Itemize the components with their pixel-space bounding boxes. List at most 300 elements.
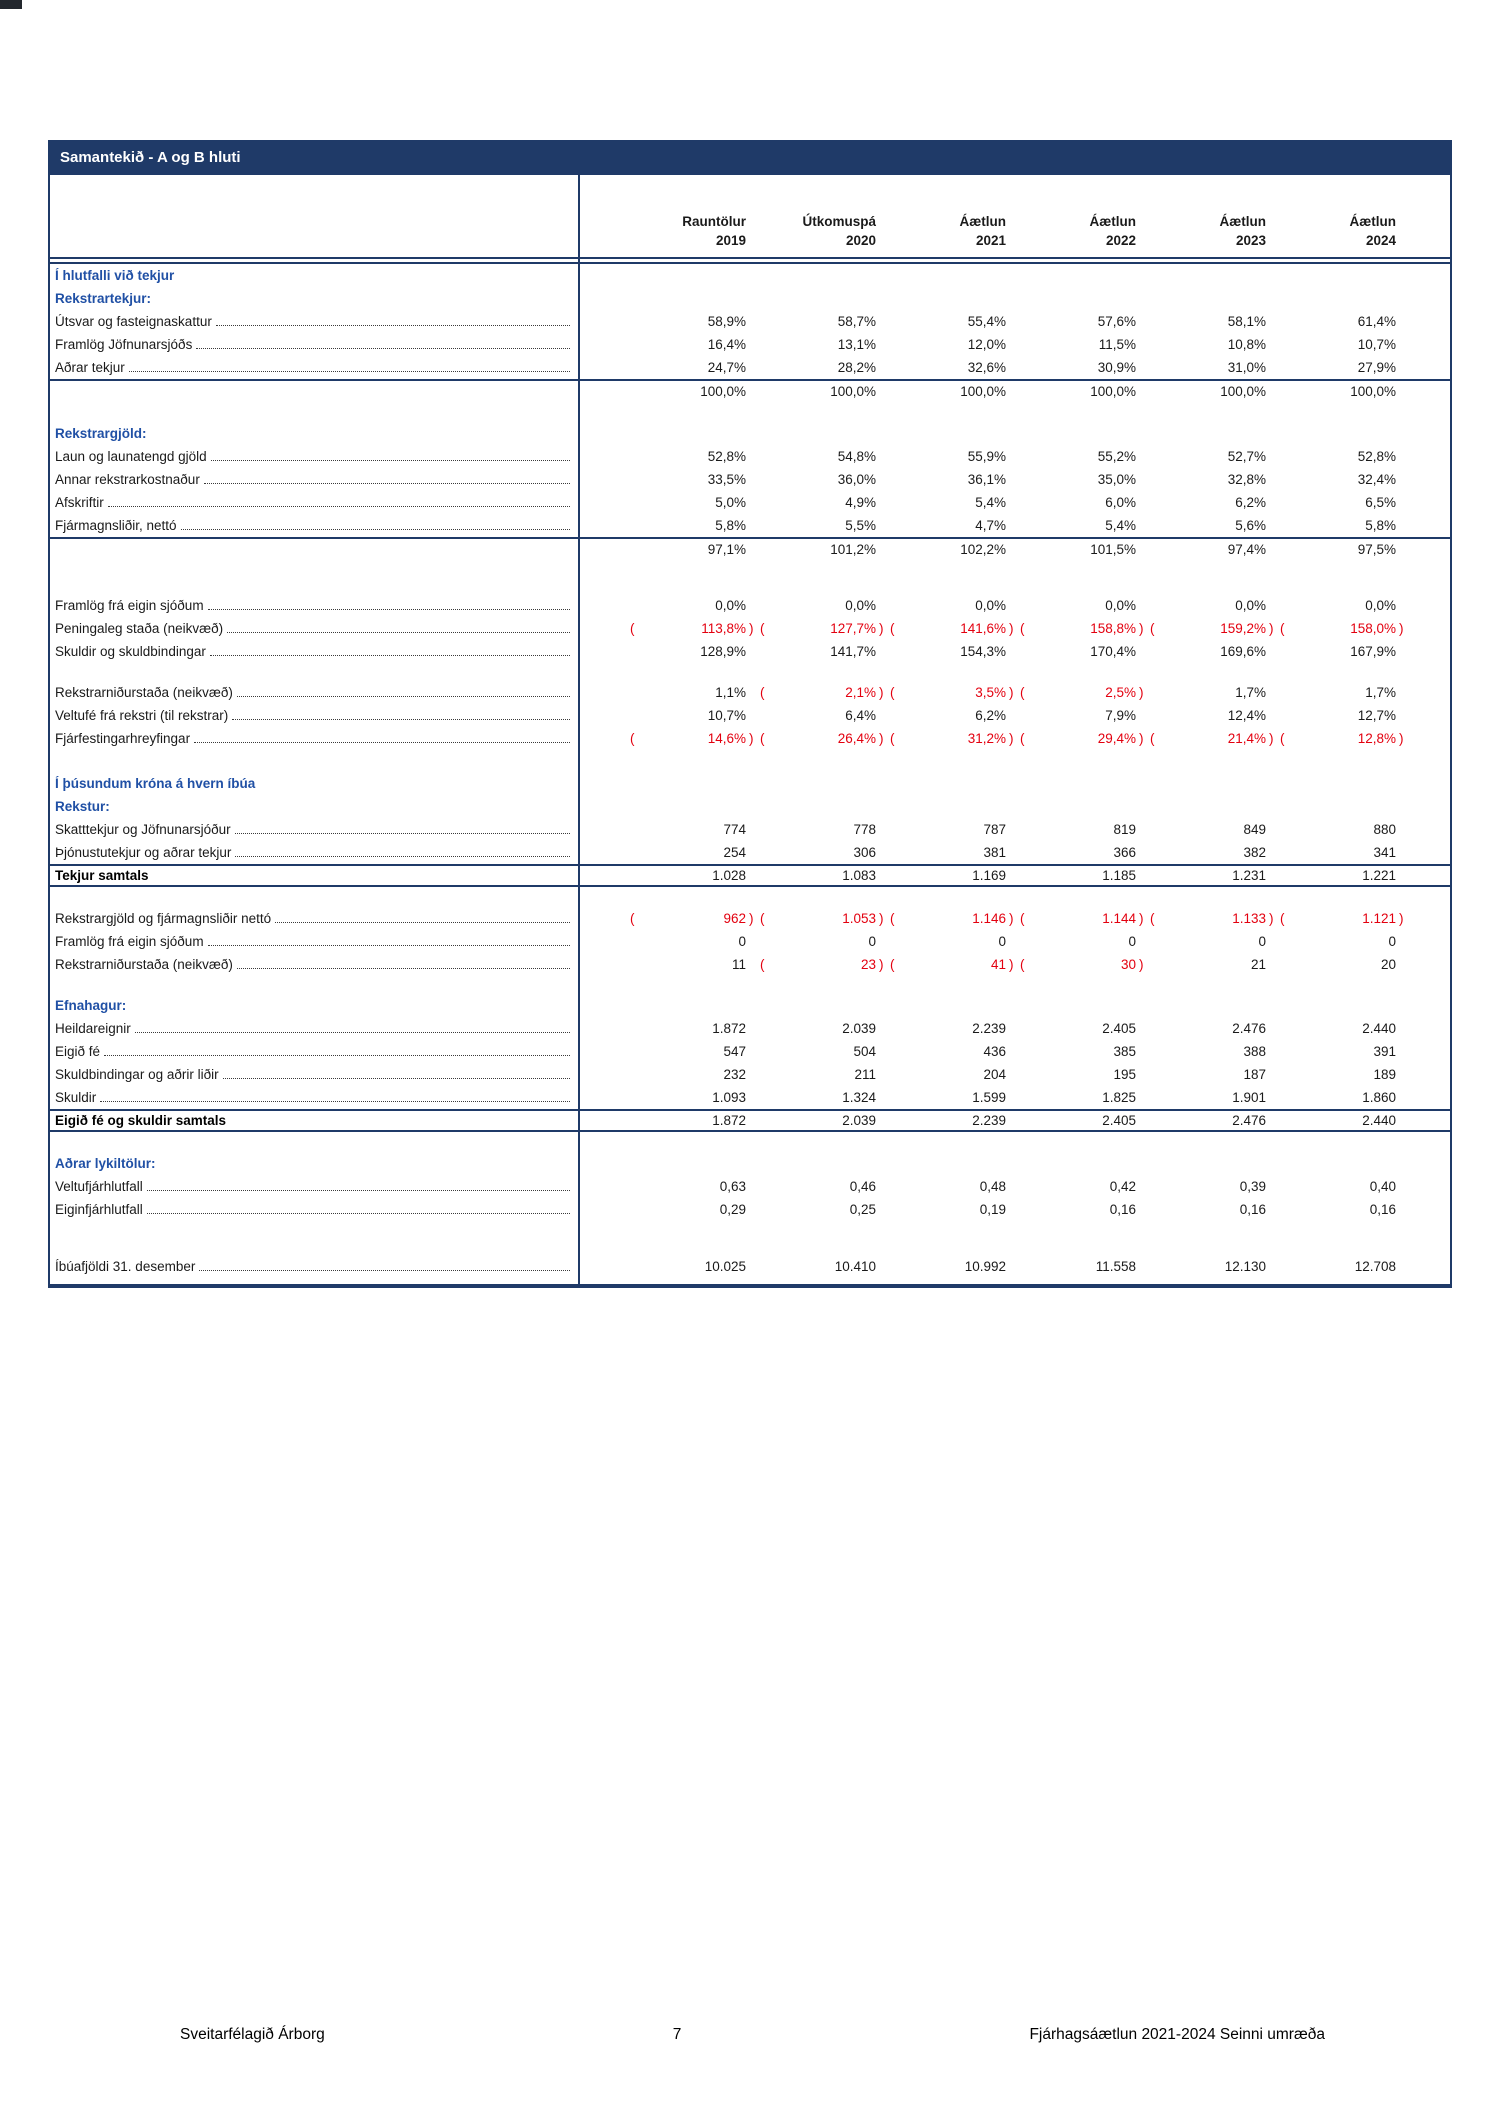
value-cells [578, 868, 1452, 883]
value-cell: 0,0% [715, 598, 746, 613]
row-label: Skuldbindingar og aðrir liðir [55, 1067, 219, 1082]
value-cell: 2.440 [1362, 1021, 1396, 1036]
value-cell: 0,29 [719, 1202, 746, 1217]
summary-table [48, 140, 1452, 1288]
table-row [48, 594, 1452, 617]
value-cell: ( 41 ) [890, 957, 1014, 972]
value-cell: ( 962 ) [630, 911, 754, 926]
row-label: Annar rekstrarkostnaður [55, 472, 200, 487]
value-cells [578, 449, 1452, 464]
value-cell: 1,7% [1365, 685, 1396, 700]
value-cell: 100,0% [1350, 384, 1396, 399]
row-label-cell [48, 998, 578, 1013]
dotted-leader [235, 833, 570, 834]
row-label-cell [48, 495, 578, 510]
row-label: Rekstur: [55, 799, 110, 814]
value-cell: 58,9% [707, 314, 746, 329]
dotted-leader [204, 483, 570, 484]
value-cell: 2.405 [1102, 1021, 1136, 1036]
dotted-leader [223, 1078, 570, 1079]
value-cell: 880 [1373, 822, 1396, 837]
value-cell: ( 29,4% ) [1020, 731, 1144, 746]
value-cell: 204 [983, 1067, 1006, 1082]
value-cell: 0,48 [979, 1179, 1006, 1194]
value-cell: 11,5% [1098, 337, 1136, 352]
value-cell: 0 [1388, 934, 1396, 949]
value-cell: 12.130 [1224, 1259, 1266, 1274]
dotted-leader [100, 1101, 570, 1102]
table-row [48, 681, 1452, 704]
value-cell: 381 [983, 845, 1006, 860]
row-label: Rekstrarniðurstaða (neikvæð) [55, 685, 233, 700]
value-cell: 55,4% [967, 314, 1006, 329]
value-cell: ( 21,4% ) [1150, 731, 1274, 746]
header-label-spacer [48, 175, 578, 257]
value-cells [578, 518, 1452, 533]
dotted-leader [104, 1055, 570, 1056]
row-label: Veltufjárhlutfall [55, 1179, 143, 1194]
row-gap [48, 402, 1452, 422]
table-row [48, 379, 1452, 402]
value-cell: 2.039 [842, 1113, 876, 1128]
row-label: Rekstrarniðurstaða (neikvæð) [55, 957, 233, 972]
value-cell: 61,4% [1357, 314, 1396, 329]
value-cell: 504 [853, 1044, 876, 1059]
row-label-cell [48, 1067, 578, 1082]
table-row [48, 640, 1452, 663]
value-cell: ( 113,8% ) [630, 621, 754, 636]
row-label: Útsvar og fasteignaskattur [55, 314, 212, 329]
value-cell: 388 [1243, 1044, 1266, 1059]
value-cell: ( 12,8% ) [1280, 731, 1404, 746]
value-cell: 2.405 [1102, 1113, 1136, 1128]
row-label: Skuldir [55, 1090, 97, 1105]
value-cell: 58,1% [1227, 314, 1266, 329]
footer-document-title: Fjárhagsáætlun 2021-2024 Seinni umræða [1029, 2026, 1325, 2043]
table-row [48, 1255, 1452, 1278]
dotted-leader [194, 742, 570, 743]
value-cell: 167,9% [1350, 644, 1396, 659]
row-label-cell [48, 268, 578, 283]
value-cells [578, 957, 1452, 972]
value-cells [578, 621, 1452, 636]
section-title-row [48, 772, 1452, 795]
page-footer [180, 2026, 1325, 2044]
row-label-cell [48, 1021, 578, 1036]
value-cell: 97,4% [1227, 542, 1266, 557]
value-cell: 24,7% [707, 360, 746, 375]
value-cell: 0,42 [1109, 1179, 1136, 1194]
row-label: Laun og launatengd gjöld [55, 449, 207, 464]
value-cell: 32,6% [967, 360, 1006, 375]
value-cell: 100,0% [1220, 384, 1266, 399]
value-cell: 2.039 [842, 1021, 876, 1036]
value-cell: 100,0% [960, 384, 1006, 399]
value-cell: 10.410 [834, 1259, 876, 1274]
value-cell: 436 [983, 1044, 1006, 1059]
value-cell: 189 [1373, 1067, 1396, 1082]
value-cell: 30,9% [1097, 360, 1136, 375]
value-cells [578, 314, 1452, 329]
column-header-2023: Áætlun 2023 [1219, 213, 1266, 249]
value-cell: ( 1.121 ) [1280, 911, 1404, 926]
value-cell: 12,4% [1227, 708, 1266, 723]
value-cell: 55,2% [1097, 449, 1136, 464]
dotted-leader [147, 1190, 570, 1191]
row-label: Veltufé frá rekstri (til rekstrar) [55, 708, 229, 723]
value-cell: 1.872 [712, 1021, 746, 1036]
table-body [48, 262, 1452, 1288]
column-header-2024: Áætlun 2024 [1349, 213, 1396, 249]
value-cell: 254 [723, 845, 746, 860]
table-grid [48, 175, 1452, 1288]
row-label-cell [48, 360, 578, 375]
value-cell: 1.083 [842, 868, 876, 883]
row-label: Framlög frá eigin sjóðum [55, 934, 204, 949]
value-cell: 1,1% [715, 685, 746, 700]
value-cell: 2.239 [972, 1113, 1006, 1128]
value-cell: 6,4% [845, 708, 876, 723]
value-cell: ( 1.146 ) [890, 911, 1014, 926]
value-cell: 0,19 [979, 1202, 1006, 1217]
value-cell: 52,8% [707, 449, 746, 464]
value-cell: 232 [723, 1067, 746, 1082]
table-row [48, 491, 1452, 514]
value-cell: 0,0% [1105, 598, 1136, 613]
table-row [48, 468, 1452, 491]
value-cell: 1.825 [1102, 1090, 1136, 1105]
row-label-cell [48, 1259, 578, 1274]
dotted-leader [135, 1032, 570, 1033]
value-cell: 12,7% [1357, 708, 1396, 723]
value-cell: 55,9% [967, 449, 1006, 464]
value-cell: 0,0% [975, 598, 1006, 613]
value-cell: 778 [853, 822, 876, 837]
table-row [48, 356, 1452, 379]
value-cell: 211 [854, 1067, 876, 1082]
value-cell: 187 [1243, 1067, 1266, 1082]
value-cell: 0 [1128, 934, 1136, 949]
footer-organization: Sveitarfélagið Árborg [180, 2026, 325, 2043]
value-cell: 12.708 [1354, 1259, 1396, 1274]
section-title-row [48, 264, 1452, 287]
value-cells [578, 384, 1452, 399]
value-cell: 170,4% [1090, 644, 1136, 659]
row-label-cell [48, 934, 578, 949]
row-label: Fjárfestingarhreyfingar [55, 731, 191, 746]
value-cell: ( 30 ) [1020, 957, 1144, 972]
column-headers [578, 175, 1452, 257]
table-row [48, 1175, 1452, 1198]
row-label-cell [48, 822, 578, 837]
dotted-leader [147, 1213, 570, 1214]
value-cells [578, 495, 1452, 510]
value-cell: ( 158,8% ) [1020, 621, 1144, 636]
table-title-bar [48, 140, 1452, 175]
row-label-cell [48, 426, 578, 441]
row-label-cell [48, 644, 578, 659]
table-row [48, 841, 1452, 864]
row-label: Framlög frá eigin sjóðum [55, 598, 204, 613]
value-cell: 100,0% [1090, 384, 1136, 399]
value-cell: 1.028 [712, 868, 746, 883]
row-label-cell [48, 1044, 578, 1059]
value-cell: 6,0% [1105, 495, 1136, 510]
row-gap [48, 976, 1452, 994]
value-cell: 6,2% [975, 708, 1006, 723]
dotted-leader [129, 371, 570, 372]
row-label-cell [48, 314, 578, 329]
row-label-cell [48, 845, 578, 860]
column-header-2019: Rauntölur 2019 [682, 213, 746, 249]
value-cells [578, 822, 1452, 837]
row-label-cell [48, 799, 578, 814]
row-label-cell [48, 472, 578, 487]
row-label-cell [48, 911, 578, 926]
section-title-row [48, 795, 1452, 818]
value-cell: 13,1% [837, 337, 876, 352]
value-cell: 20 [1380, 957, 1396, 972]
value-cell: 787 [983, 822, 1006, 837]
row-label: Framlög Jöfnunarsjóðs [55, 337, 193, 352]
value-cells [578, 337, 1452, 352]
row-label: Aðrar tekjur [55, 360, 125, 375]
value-cell: 100,0% [830, 384, 876, 399]
value-cell: 774 [723, 822, 746, 837]
value-cell: 5,4% [1105, 518, 1136, 533]
row-gap [48, 560, 1452, 594]
row-gap [48, 1132, 1452, 1152]
value-cell: 11.558 [1095, 1259, 1136, 1274]
value-cells [578, 685, 1452, 700]
value-cells [578, 1044, 1452, 1059]
value-cell: 52,7% [1227, 449, 1266, 464]
value-cell: ( 1.144 ) [1020, 911, 1144, 926]
value-cell: 6,5% [1365, 495, 1396, 510]
value-cell: 58,7% [837, 314, 876, 329]
row-label-cell [48, 1179, 578, 1194]
value-cell: 100,0% [700, 384, 746, 399]
value-cell: 31,0% [1227, 360, 1266, 375]
value-cell: 101,5% [1090, 542, 1136, 557]
row-label: Aðrar lykiltölur: [55, 1156, 156, 1171]
value-cell: 27,9% [1357, 360, 1396, 375]
value-cell: 32,8% [1227, 472, 1266, 487]
value-cells [578, 542, 1452, 557]
row-label: Íbúafjöldi 31. desember [55, 1259, 196, 1274]
row-label: Fjármagnsliðir, nettó [55, 518, 177, 533]
dotted-leader [181, 529, 570, 530]
value-cell: 4,7% [975, 518, 1006, 533]
column-header-2022: Áætlun 2022 [1089, 213, 1136, 249]
value-cell: 1.231 [1232, 868, 1266, 883]
value-cell: 2.476 [1232, 1113, 1266, 1128]
value-cell: 0,16 [1239, 1202, 1266, 1217]
value-cell: 10.992 [964, 1259, 1006, 1274]
value-cells [578, 1202, 1452, 1217]
value-cell: 1,7% [1235, 685, 1266, 700]
value-cell: ( 141,6% ) [890, 621, 1014, 636]
row-gap [48, 663, 1452, 681]
value-cell: 97,1% [707, 542, 746, 557]
value-cell: 2.239 [972, 1021, 1006, 1036]
table-row [48, 537, 1452, 560]
value-cell: ( 23 ) [760, 957, 884, 972]
value-cell: 33,5% [707, 472, 746, 487]
dotted-leader [208, 609, 570, 610]
dotted-leader [237, 696, 570, 697]
dotted-leader [210, 655, 570, 656]
value-cell: ( 127,7% ) [760, 621, 884, 636]
dotted-leader [108, 506, 570, 507]
value-cell: 382 [1243, 845, 1266, 860]
value-cell: 0,39 [1239, 1179, 1266, 1194]
value-cell: 10.025 [704, 1259, 746, 1274]
table-row [48, 864, 1452, 887]
value-cell: 36,0% [837, 472, 876, 487]
value-cell: 128,9% [700, 644, 746, 659]
footer-page-number: 7 [672, 2026, 682, 2043]
value-cell: 0,16 [1109, 1202, 1136, 1217]
value-cell: 1.221 [1362, 868, 1396, 883]
value-cell: 5,6% [1235, 518, 1266, 533]
value-cell: 5,4% [975, 495, 1006, 510]
table-title: Samantekið - A og B hluti [60, 149, 241, 166]
row-label: Tekjur samtals [55, 868, 149, 883]
row-gap [48, 887, 1452, 907]
table-row [48, 727, 1452, 750]
dotted-leader [237, 968, 570, 969]
table-row [48, 1040, 1452, 1063]
row-label-cell [48, 708, 578, 723]
value-cells [578, 845, 1452, 860]
table-row [48, 1063, 1452, 1086]
value-cell: 10,7% [1357, 337, 1396, 352]
row-label: Skatttekjur og Jöfnunarsjóður [55, 822, 231, 837]
row-label: Þjónustutekjur og aðrar tekjur [55, 845, 232, 860]
row-label: Skuldir og skuldbindingar [55, 644, 206, 659]
value-cells [578, 1113, 1452, 1128]
value-cell: 391 [1373, 1044, 1396, 1059]
section-title-row [48, 1152, 1452, 1175]
value-cell: 1.324 [842, 1090, 876, 1105]
value-cell: ( 1.053 ) [760, 911, 884, 926]
value-cell: 7,9% [1105, 708, 1136, 723]
table-row [48, 953, 1452, 976]
value-cell: 36,1% [967, 472, 1006, 487]
value-cells [578, 598, 1452, 613]
section-title-row [48, 422, 1452, 445]
row-label-cell [48, 291, 578, 306]
row-label-cell [48, 868, 578, 883]
value-cell: ( 14,6% ) [630, 731, 754, 746]
value-cell: ( 1.133 ) [1150, 911, 1274, 926]
row-label: Í hlutfalli við tekjur [55, 268, 175, 283]
row-label-cell [48, 957, 578, 972]
value-cell: ( 2,5% ) [1020, 685, 1144, 700]
value-cell: 1.599 [972, 1090, 1006, 1105]
value-cell: 97,5% [1357, 542, 1396, 557]
value-cell: 16,4% [707, 337, 746, 352]
value-cells [578, 1259, 1452, 1274]
value-cell: 57,6% [1097, 314, 1136, 329]
value-cell: 385 [1113, 1044, 1136, 1059]
dotted-leader [232, 719, 570, 720]
value-cells [578, 1021, 1452, 1036]
label-column-divider [578, 175, 580, 1288]
value-cells [578, 731, 1452, 746]
row-label-cell [48, 1090, 578, 1105]
value-cell: 35,0% [1097, 472, 1136, 487]
value-cell: 1.901 [1232, 1090, 1266, 1105]
value-cell: 5,0% [715, 495, 746, 510]
value-cell: 141,7% [830, 644, 876, 659]
value-cell: 6,2% [1235, 495, 1266, 510]
value-cell: 52,8% [1357, 449, 1396, 464]
row-label-cell [48, 776, 578, 791]
row-label: Rekstrargjöld og fjármagnsliðir nettó [55, 911, 272, 926]
value-cell: 5,8% [1365, 518, 1396, 533]
dotted-leader [208, 945, 570, 946]
value-cells [578, 1067, 1452, 1082]
value-cell: 2.476 [1232, 1021, 1266, 1036]
value-cell: 10,7% [707, 708, 746, 723]
row-label: Rekstrargjöld: [55, 426, 147, 441]
value-cell: ( 26,4% ) [760, 731, 884, 746]
value-cell: 1.169 [972, 868, 1006, 883]
value-cell: 4,9% [845, 495, 876, 510]
dotted-leader [275, 922, 570, 923]
value-cells [578, 708, 1452, 723]
value-cell: 12,0% [967, 337, 1006, 352]
table-row [48, 818, 1452, 841]
dotted-leader [199, 1270, 570, 1271]
value-cell: 5,5% [845, 518, 876, 533]
value-cell: 0,63 [719, 1179, 746, 1194]
row-label: Eigið fé og skuldir samtals [55, 1113, 227, 1128]
row-label-cell [48, 337, 578, 352]
value-cell: 306 [853, 845, 876, 860]
value-cell: 11 [731, 957, 746, 972]
row-label-cell [48, 1113, 578, 1128]
value-cell: 102,2% [960, 542, 1006, 557]
table-row [48, 1017, 1452, 1040]
value-cell: 0 [738, 934, 746, 949]
dotted-leader [211, 460, 570, 461]
row-gap [48, 750, 1452, 772]
value-cell: 819 [1113, 822, 1136, 837]
value-cells [578, 472, 1452, 487]
value-cell: 5,8% [715, 518, 746, 533]
row-label-cell [48, 1156, 578, 1171]
table-row [48, 445, 1452, 468]
row-label-cell [48, 449, 578, 464]
table-row [48, 310, 1452, 333]
dotted-leader [227, 632, 570, 633]
table-row [48, 1086, 1452, 1109]
row-label: Peningaleg staða (neikvæð) [55, 621, 224, 636]
column-header-2020: Útkomuspá 2020 [802, 213, 876, 249]
value-cell: 169,6% [1220, 644, 1266, 659]
value-cell: 366 [1113, 845, 1136, 860]
row-label-cell [48, 598, 578, 613]
value-cell: 0 [998, 934, 1006, 949]
table-row [48, 1109, 1452, 1132]
table-row [48, 704, 1452, 727]
value-cell: 341 [1373, 845, 1396, 860]
row-label: Rekstrartekjur: [55, 291, 152, 306]
value-cell: ( 3,5% ) [890, 685, 1014, 700]
